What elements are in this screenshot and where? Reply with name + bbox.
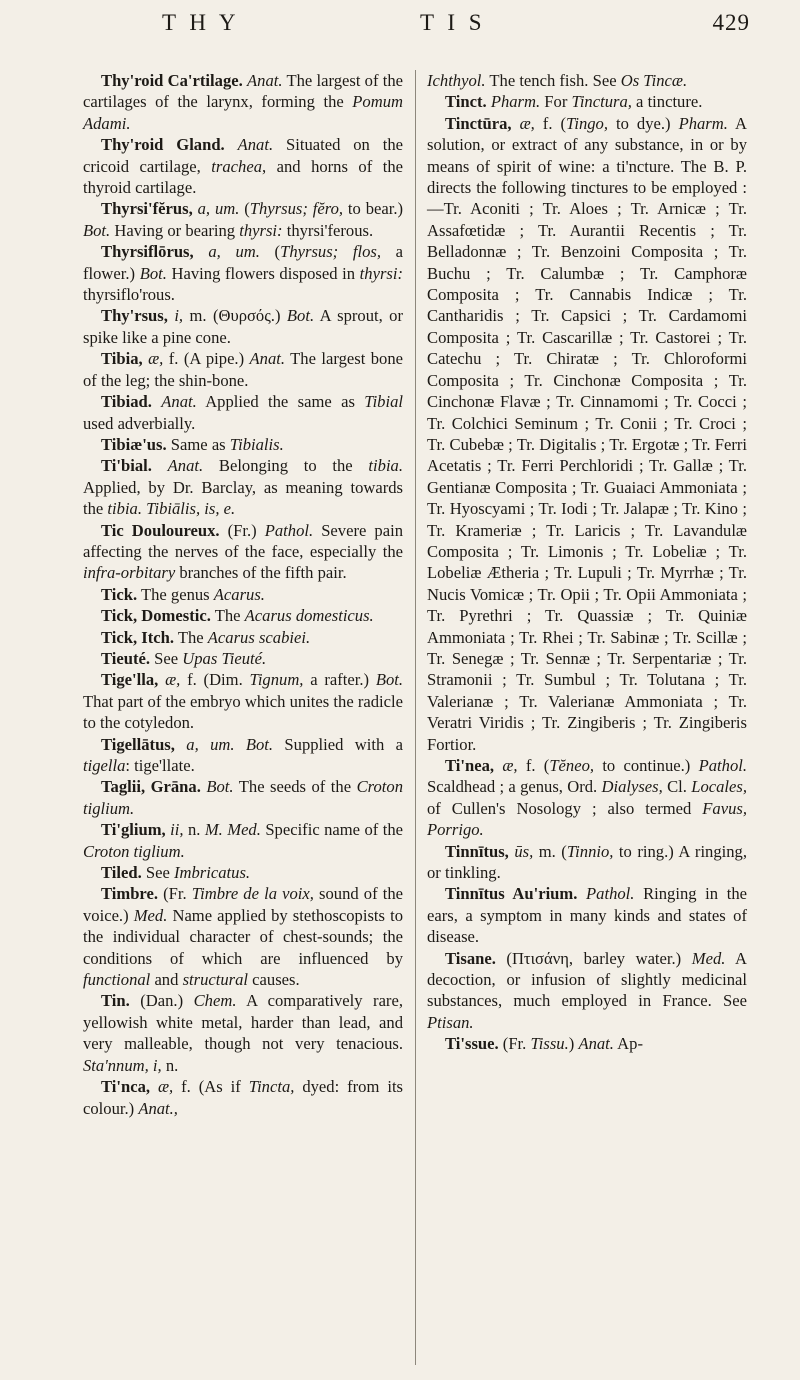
page-number: 429 <box>712 10 750 35</box>
dictionary-entry: Ichthyol. The tench fish. See Os Tincæ. <box>427 71 688 90</box>
dictionary-entry: Thy'roid Gland. Anat. Situated on the cricoid cartilage, trachea, and horns of the thyroid cartilage. <box>83 135 403 198</box>
dictionary-entry: Tinnītus, ūs, m. (Tinnio, to ring.) A ringing, or tinkling. <box>427 841 747 883</box>
dictionary-entry: Ti'ssue. (Fr. Tissu.) Anat. Ap- <box>445 1034 643 1054</box>
dictionary-entry: Tisane. (Πτισάνη, barley water.) Med. A decoction, or infusion of slightly medicinal substances, much employed in France. See Ptisan. <box>427 948 748 1032</box>
dictionary-entry: Tick. The genus Acarus. <box>101 584 265 604</box>
dictionary-entry: Tige'lla, æ, f. (Dim. Tignum, a rafter.) Bot. That part of the embryo which unites the radicle to the cotyledon. <box>83 670 404 733</box>
dictionary-entry: Tibiad. Anat. Applied the same as Tibial used adverbially. <box>83 392 403 433</box>
dictionary-entry: Tin. (Dan.) Chem. A comparatively rare, yellowish white metal, harder than lead, and very malleable, though not very tenacious. Sta'nnum, i, n. <box>83 991 403 1075</box>
dictionary-entry: Thy'rsus, i, m. (Θυρσός.) Bot. A sprout, or spike like a pine cone. <box>83 306 403 347</box>
running-header <box>90 10 750 46</box>
dictionary-entry: Thyrsiflōrus, a, um. (Thyrsus; flos, a flower.) Bot. Having flowers disposed in thyrsi: thyrsiflo'rous. <box>83 242 403 305</box>
dictionary-entry: Tieuté. See Upas Tieuté. <box>101 648 267 668</box>
dictionary-entry: Ti'glium, ii, n. M. Med. Specific name of the Croton tiglium. <box>83 820 403 861</box>
dictionary-entry: Thyrsi'fĕrus, a, um. (Thyrsus; fĕro, to bear.) Bot. Having or bearing thyrsi: thyrsi'ferous. <box>83 199 404 240</box>
dictionary-entry: Tinnītus Au'rium. Pathol. Ringing in the ears, a symptom in many kinds and states of disease. <box>427 884 748 947</box>
dictionary-entry: Tibiæ'us. Same as Tibialis. <box>101 434 284 454</box>
dictionary-entry: Ti'bial. Anat. Belonging to the tibia. Applied, by Dr. Barclay, as meaning towards the tibia. Tibiālis, is, e. <box>83 456 403 519</box>
header-right-guide-word: T I S <box>420 10 486 35</box>
dictionary-entry: Ti'nca, æ, f. (As if Tincta, dyed: from its colour.) Anat., <box>83 1077 404 1118</box>
dictionary-entry: Tick, Itch. The Acarus scabiei. <box>101 627 311 647</box>
dictionary-entry: Thy'roid Ca'rtilage. Anat. The largest of the cartilages of the larynx, forming the Pomum Adami. <box>83 71 403 133</box>
dictionary-entry: Tic Douloureux. (Fr.) Pathol. Severe pain affecting the nerves of the face, especially the infra-orbitary branches of the fifth pair. <box>83 520 403 583</box>
dictionary-entry: Tibia, æ, f. (A pipe.) Anat. The largest bone of the leg; the shin-bone. <box>83 349 404 390</box>
dictionary-entry: Ti'nea, æ, f. (Tĕneo, to continue.) Pathol. Scaldhead ; a genus, Ord. Dialyses, Cl. Locales, of Cullen's Nosology ; also termed Favus, Porrigo. <box>427 756 748 840</box>
dictionary-entry: Tigellātus, a, um. Bot. Supplied with a tigella: tige'llate. <box>83 734 403 775</box>
dictionary-entry: Taglii, Grāna. Bot. The seeds of the Croton tiglium. <box>83 777 403 818</box>
right-column <box>427 70 747 1055</box>
dictionary-entry: Tinctūra, æ, f. (Tingo, to dye.) Pharm. A solution, or extract of any substance, in or by means of spirit of wine: a ti'ncture. The B. P. directs the following tinctures to be employed :—Tr. Aconiti ; Tr. Aloes ; Tr. Arnicæ ; Tr. Assafœtidæ ; Tr. Aurantii Recentis ; Tr. Belladonnæ ; Tr. Benzoini Composita ; Tr. Buchu ; Tr. Calumbæ ; Tr. Camphoræ Composita ; Tr. Cannabis Indicæ ; Tr. Cantharidis ; Tr. Capsici ; Tr. Cardamomi Composita ; Tr. Cascarillæ ; Tr. Castorei ; Tr. Catechu ; Tr. Chiratæ ; Tr. Chloroformi Composita ; Tr. Cinchonæ Composita ; Tr. Cinchonæ Flavæ ; Tr. Cinnamomi ; Tr. Cocci ; Tr. Colchici Seminum ; Tr. Conii ; Tr. Croci ; Tr. Cubebæ ; Tr. Digitalis ; Tr. Ergotæ ; Tr. Ferri Acetatis ; Tr. Ferri Perchloridi ; Tr. Gallæ ; Tr. Gentianæ Composita ; Tr. Guaiaci Ammoniata ; Tr. Hyoscyami ; Tr. Iodi ; Tr. Jalapæ ; Tr. Kino ; Tr. Krameriæ ; Tr. Laricis ; Tr. Lavandulæ Composita ; Tr. Limonis ; Tr. Lobeliæ ; Tr. Lobeliæ Ætheria ; Tr. Lupuli ; Tr. Myrrhæ ; Tr. Nucis Vomicæ ; Tr. Opii ; Tr. Opii Ammoniata ; Tr. Pyrethri ; Tr. Quassiæ ; Tr. Quiniæ Ammoniata ; Tr. Rhei ; Tr. Sabinæ ; Tr. Scillæ ; Tr. Senegæ ; Tr. Sennæ ; Tr. Serpentariæ ; Tr. Stramonii ; Tr. Sumbul ; Tr. Tolutana ; Tr. Valerianæ ; Tr. Valerianæ Ammoniata ; Tr. Veratri Viridis ; Tr. Zingiberis ; Tr. Zingiberis Fortior. <box>427 113 747 754</box>
dictionary-entry: Tiled. See Imbricatus. <box>101 863 251 883</box>
dictionary-entry: Timbre. (Fr. Timbre de la voix, sound of the voice.) Med. Name applied by stethoscopists to the individual character of chest-sounds; the conditions of which are influenced by functional and structural causes. <box>83 884 404 990</box>
left-column <box>83 70 403 1119</box>
dictionary-entry: Tinct. Pharm. For Tinctura, a tincture. <box>445 92 703 112</box>
dictionary-entry: Tick, Domestic. The Acarus domesticus. <box>101 606 374 626</box>
column-divider <box>415 70 416 1365</box>
header-left-guide-word: T H Y <box>162 10 240 35</box>
